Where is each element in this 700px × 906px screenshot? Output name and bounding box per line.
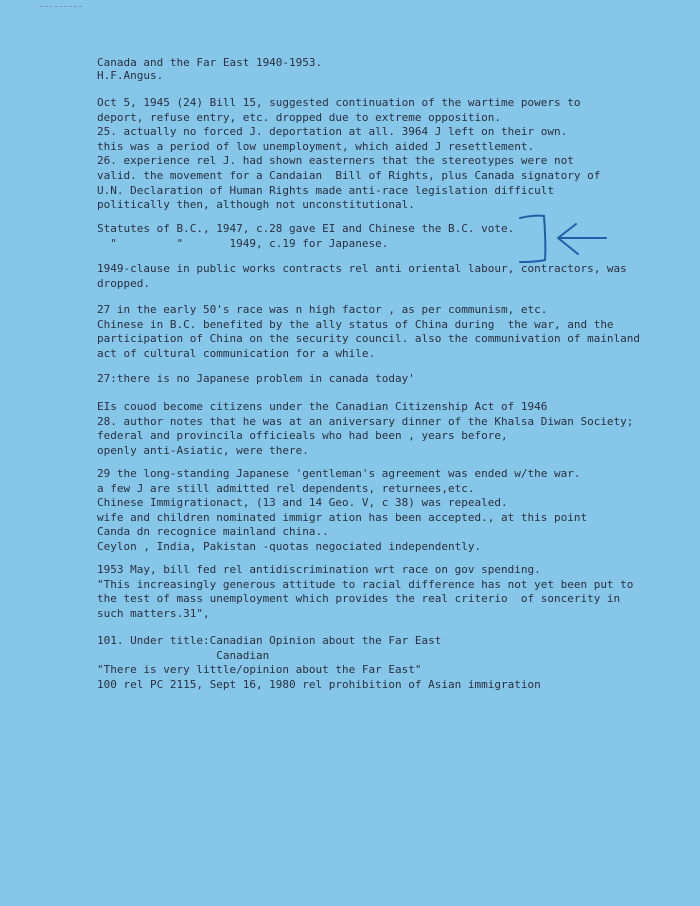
text-line: 29 the long-standing Japanese 'gentleman's agreement was ended w/the war. — [97, 467, 581, 480]
text-line: 101. Under title:Canadian Opinion about the Far East — [97, 634, 442, 647]
text-line: Chinese in B.C. benefited by the ally status of China during the war, and the — [97, 317, 614, 331]
paragraph-4 — [97, 303, 677, 361]
text-line: deport, refuse entry, etc. dropped due to extreme opposition. — [97, 110, 501, 124]
paragraph-1 — [97, 96, 677, 213]
text-line: Statutes of B.C., 1947, c.28 gave EI and Chinese the B.C. vote. — [97, 222, 515, 235]
text-line: 25. actually no forced J. deportation at all. 3964 J left on their own. — [97, 125, 568, 139]
text-line: 27 in the early 50's race was n high factor , as per communism, etc. — [97, 303, 548, 316]
text-line: participation of China on the security council. also the communivation of mainland — [97, 332, 641, 346]
text-line: " " 1949, c.19 for Japanese. — [97, 236, 389, 250]
text-line: Oct 5, 1945 (24) Bill 15, suggested continuation of the wartime powers to — [97, 96, 581, 109]
text-line: 28. author notes that he was at an aniversary dinner of the Khalsa Diwan Society; — [97, 414, 634, 428]
text-line: Canadian — [97, 648, 270, 662]
document-author: H.F.Angus. — [97, 68, 164, 82]
text-line: politically then, although not unconstitutional. — [97, 198, 415, 212]
text-line: 1949-clause in public works contracts rel anti oriental labour, contractors, was — [97, 262, 627, 275]
text-line: "There is very little/opinion about the Far East" — [97, 663, 422, 677]
paragraph-9 — [97, 634, 677, 692]
text-line: the test of mass unemployment which provides the real criterio of soncerity in — [97, 592, 621, 606]
document-header — [97, 56, 677, 83]
text-line: Canda dn recognice mainland china.. — [97, 525, 329, 539]
text-line: wife and children nominated immigr ation has been accepted., at this point — [97, 510, 588, 524]
text-line: EIs couod become citizens under the Canadian Citizenship Act of 1946 — [97, 400, 548, 413]
text-line: federal and provincila officieals who had been , years before, — [97, 429, 508, 443]
text-line: 26. experience rel J. had shown easterners that the stereotypes were not — [97, 154, 574, 168]
text-line: Ceylon , India, Pakistan -quotas negociated independently. — [97, 539, 482, 553]
text-line: openly anti-Asiatic, were there. — [97, 443, 309, 457]
text-line: a few J are still admitted rel dependents, returnees,etc. — [97, 481, 475, 495]
text-line: such matters.31", — [97, 606, 210, 620]
text-line: "This increasingly generous attitude to racial difference has not yet been put to — [97, 577, 634, 591]
text-line: 100 rel PC 2115, Sept 16, 1980 rel prohibition of Asian immigration — [97, 677, 541, 691]
corner-mark — [40, 6, 82, 8]
text-line: act of cultural communication for a while. — [97, 346, 376, 360]
text-line: dropped. — [97, 276, 150, 290]
paragraph-5 — [97, 372, 677, 387]
bracket-arrow-icon — [518, 212, 608, 270]
paragraph-7 — [97, 467, 677, 555]
text-line: U.N. Declaration of Human Rights made anti-race legislation difficult — [97, 183, 554, 197]
paragraph-8 — [97, 563, 677, 621]
text-line: Chinese Immigrationact, (13 and 14 Geo. V, c 38) was repealed. — [97, 496, 508, 510]
text-line: valid. the movement for a Candaian Bill of Rights, plus Canada signatory of — [97, 168, 601, 182]
document-title: Canada and the Far East 1940-1953. — [97, 56, 323, 69]
paragraph-6 — [97, 400, 677, 458]
text-line: this was a period of low unemployment, which aided J resettlement. — [97, 139, 535, 153]
text-line: 27:there is no Japanese problem in canada today' — [97, 372, 415, 385]
text-line: 1953 May, bill fed rel antidiscrimination wrt race on gov spending. — [97, 563, 541, 576]
